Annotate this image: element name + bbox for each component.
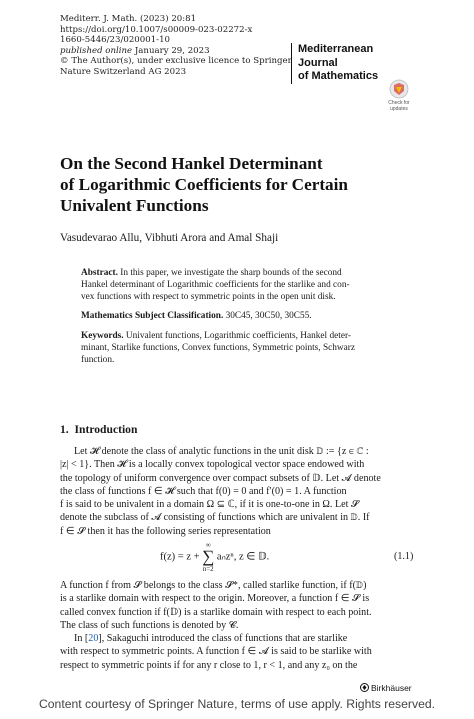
- equation-rhs: aₙzⁿ, z ∈ 𝔻.: [216, 551, 270, 563]
- abstract-text-1: In this paper, we investigate the sharp bounds of the second: [117, 268, 342, 278]
- published-date: [60, 46, 290, 57]
- courtesy-notice: Content courtesy of Springer Nature, terms of use apply. Rights reserved.: [38, 697, 436, 711]
- journal-title: [291, 43, 411, 84]
- paragraph-2-line: called convex function if f(𝔻) is a starlike domain with respect to each point.: [60, 606, 372, 618]
- abstract: [81, 268, 399, 303]
- reference-link[interactable]: 20: [88, 633, 99, 644]
- paragraph-3-line: with respect to symmetric points. A function f ∈ 𝓐 is said to be starlike with: [60, 646, 372, 658]
- abstract-line-3: vex functions with respect to symmetric points in the open unit disk.: [81, 291, 336, 302]
- check-updates-line-2: updates: [390, 105, 408, 112]
- paper-title: [60, 153, 420, 216]
- publisher-name: Birkhäuser: [371, 683, 412, 693]
- keywords-line-2: minant, Starlike functions, Convex functions, Symmetric points, Schwarz: [81, 342, 355, 353]
- citation-line: Mediterr. J. Math. (2023) 20:81: [60, 14, 197, 24]
- title-line-2: of Logarithmic Coefficients for Certain: [60, 175, 348, 194]
- journal-title-line-1: Mediterranean Journal: [298, 43, 374, 69]
- check-updates-line-1: Check for: [388, 100, 410, 106]
- keywords-text-1: Univalent functions, Logarithmic coefficients, Hankel deter-: [123, 331, 351, 341]
- paragraph-2-line: The class of such functions is denoted by 𝓒.: [60, 619, 239, 631]
- title-line-1: On the Second Hankel Determinant: [60, 154, 323, 173]
- paragraph-2: [60, 579, 417, 632]
- paragraph-1: [60, 445, 417, 538]
- article-metadata: [60, 14, 290, 78]
- sum-lower-limit: n=2: [202, 565, 214, 573]
- abstract-line-2: Hankel determinant of Logarithmic coefficients for the starlike and con-: [81, 279, 350, 290]
- title-line-3: Univalent Functions: [60, 196, 209, 215]
- paragraph-1-line: denote the subclass of 𝓐 consisting of functions which are univalent in 𝔻. If: [60, 512, 370, 524]
- paragraph-2-line: is a starlike domain with respect to the origin. Moreover, a function f ∈ 𝓢 is: [60, 593, 370, 605]
- msc-line: [81, 311, 399, 323]
- equation-lhs: f(z) = z +: [160, 551, 203, 563]
- equation-1-1: [160, 541, 269, 573]
- paragraph-1-line: |z| < 1}. Then 𝓗 is a locally convex topological vector space endowed with: [60, 459, 365, 471]
- abstract-line-1: [81, 268, 399, 280]
- check-for-updates-badge[interactable]: [381, 79, 417, 113]
- check-updates-icon: [389, 79, 409, 101]
- paragraph-3-pre: In [: [74, 633, 89, 644]
- keywords-label: Keywords.: [81, 331, 124, 341]
- journal-title-line-2: of Mathematics: [298, 70, 379, 82]
- paragraph-1-line: Let 𝓗 denote the class of analytic functions in the unit disk 𝔻 := {z ∈ ℂ :: [74, 446, 369, 457]
- paragraph-1-line: the topology of uniform convergence over compact subsets of 𝔻. Let 𝓐 denote: [60, 472, 381, 484]
- birkhauser-logo-icon: [360, 683, 369, 692]
- copyright-line-1: © The Author(s), under exclusive licence to Springer: [60, 56, 292, 67]
- doi-link[interactable]: https://doi.org/10.1007/s00009-023-02272-x: [60, 24, 253, 35]
- paragraph-3-line: respect to symmetric points if for any r close to 1, r < 1, and any z₀ on the: [60, 659, 358, 671]
- summation-sign: [202, 541, 214, 573]
- paragraph-1-line: f is said to be univalent in a domain Ω ⊆ ℂ, if it is one-to-one in Ω. Let 𝓢: [60, 499, 359, 511]
- paragraph-1-line: f ∈ 𝓢 then it has the following series representation: [60, 525, 271, 537]
- abstract-label: Abstract.: [81, 268, 118, 278]
- paragraph-3-post: ], Sakaguchi introduced the class of functions that are starlike: [98, 633, 348, 644]
- keywords-line-3: function.: [81, 354, 115, 365]
- msc-value: 30C45, 30C50, 30C55.: [223, 311, 312, 321]
- msc-label: Mathematics Subject Classification.: [81, 311, 224, 321]
- paragraph-3: [60, 632, 417, 672]
- msc-classification: [81, 311, 399, 323]
- keywords-line-1: [81, 331, 399, 343]
- paragraph-3-line-1: [60, 632, 417, 645]
- keywords: [81, 331, 399, 366]
- section-heading: [60, 423, 137, 436]
- published-online-label: published online: [60, 45, 133, 56]
- issn-line: 1660-5446/23/020001-10: [60, 35, 171, 46]
- section-title: Introduction: [74, 423, 138, 436]
- published-date-value: January 29, 2023: [134, 45, 210, 56]
- sigma-symbol: ∑: [202, 547, 215, 566]
- equation-number: (1.1): [394, 551, 414, 562]
- author-list: Vasudevarao Allu, Vibhuti Arora and Amal Shaji: [60, 232, 279, 244]
- paragraph-2-line: A function f from 𝓢 belongs to the class 𝓢*, called starlike function, if f(𝔻): [60, 580, 367, 591]
- sum-upper-limit: ∞: [205, 541, 211, 549]
- publisher-mark: [360, 683, 412, 693]
- copyright-line-2: Nature Switzerland AG 2023: [60, 66, 187, 77]
- paragraph-1-line: the class of functions f ∈ 𝓗 such that f(0) = 0 and f′(0) = 1. A function: [60, 485, 347, 497]
- section-number: 1.: [60, 423, 69, 436]
